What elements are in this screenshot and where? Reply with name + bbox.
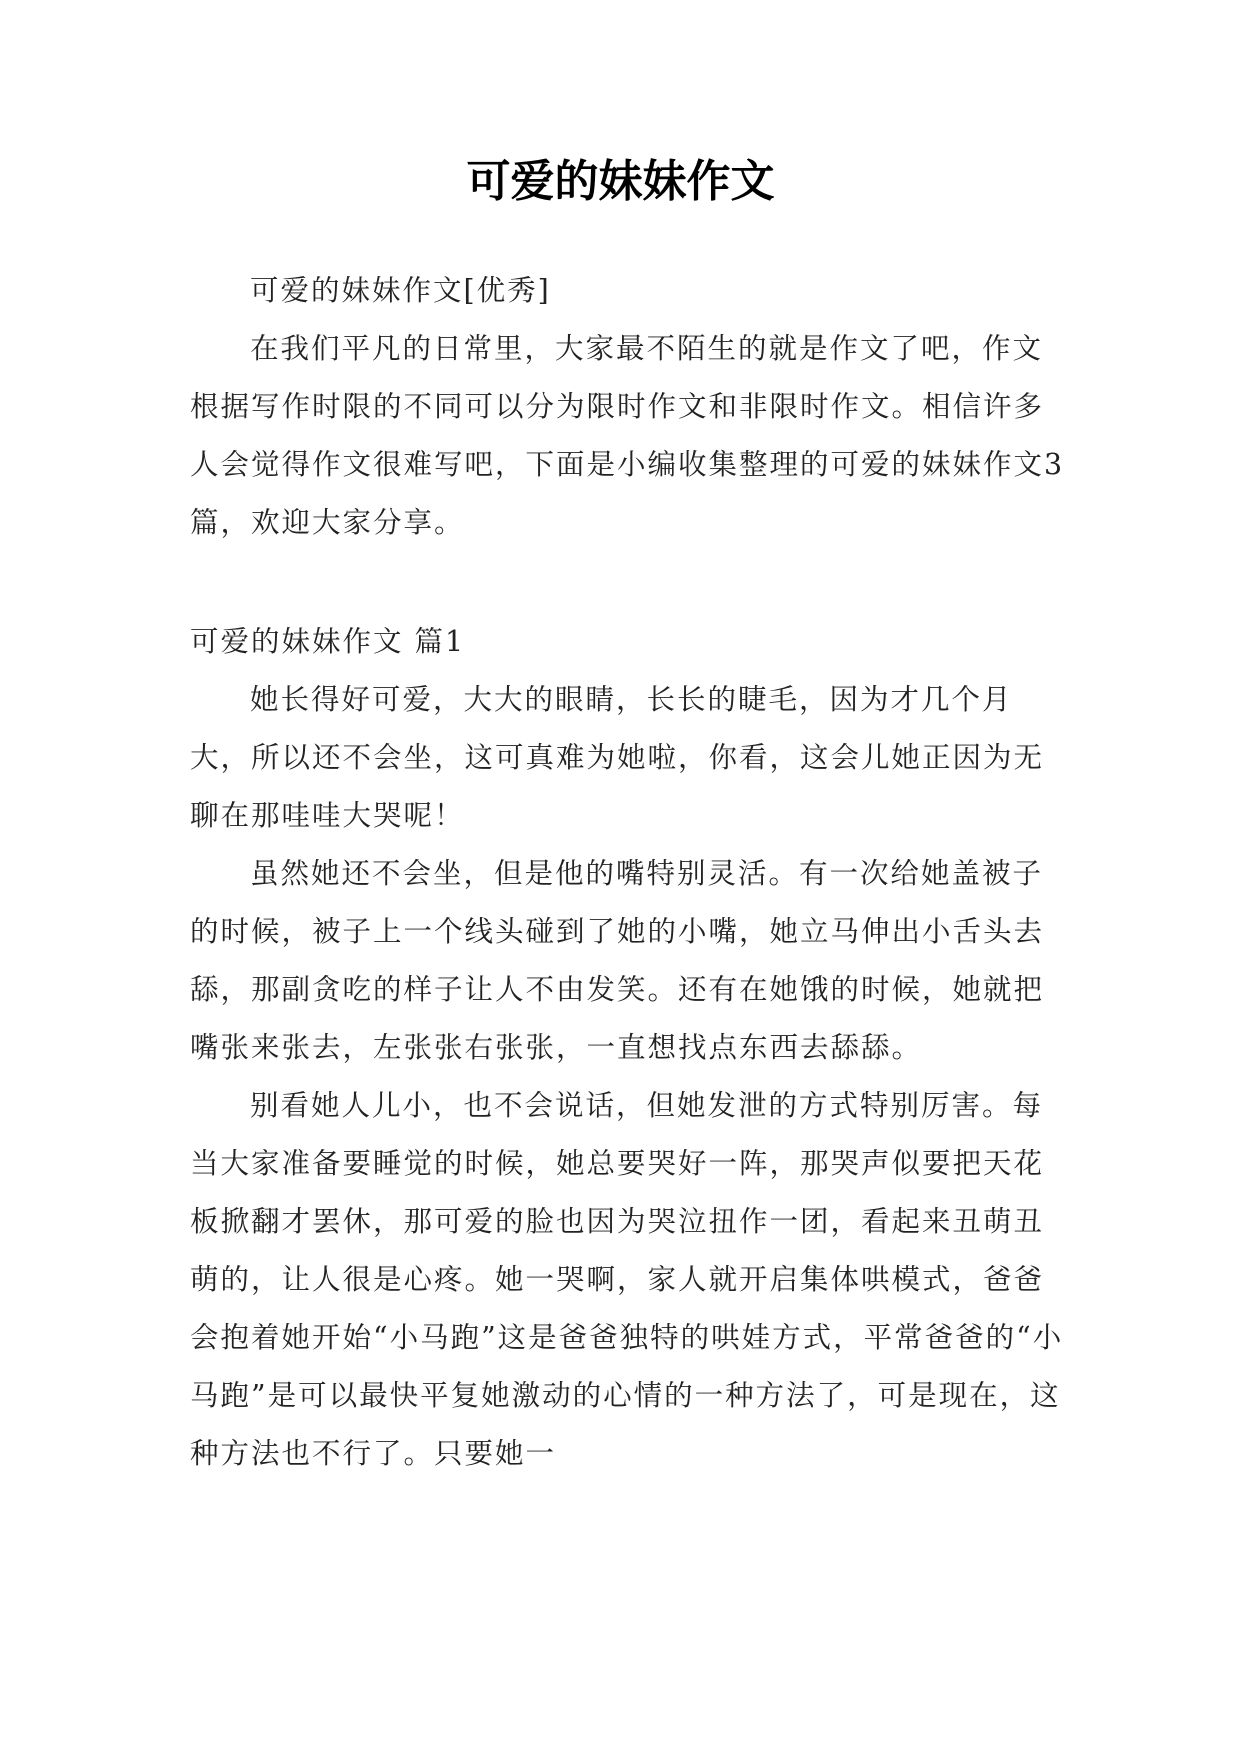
paragraph-gap <box>190 552 1065 610</box>
body-paragraph: 别看她人儿小，也不会说话，但她发泄的方式特别厉害。每当大家准备要睡觉的时候，她总要哭好一阵，那哭声似要把天花板掀翻才罢休，那可爱的脸也因为哭泣扭作一团，看起来丑萌丑萌的，让人很是心疼。她一哭啊，家人就开启集体哄模式，爸爸会抱着她开始“小马跑”这是爸爸独特的哄娃方式，平常爸爸的“小马跑”是可以最快平复她激动的心情的一种方法了，可是现在，这种方法也不行了。只要她一 <box>190 1089 1064 1470</box>
document-body <box>190 262 1065 1483</box>
body-paragraph: 虽然她还不会坐，但是他的嘴特别灵活。有一次给她盖被子的时候，被子上一个线头碰到了她的小嘴，她立马伸出小舌头去舔，那副贪吃的样子让人不由发笑。还有在她饿的时候，她就把嘴张来张去，左张张右张张，一直想找点东西去舔舔。 <box>190 857 1045 1064</box>
section-heading: 可爱的妹妹作文 篇1 <box>190 625 466 658</box>
body-paragraph: 她长得好可爱，大大的眼睛，长长的睫毛，因为才几个月大，所以还不会坐，这可真难为她啦，你看，这会儿她正因为无聊在那哇哇大哭呢！ <box>190 683 1045 832</box>
document-title: 可爱的妹妹作文 <box>466 156 775 207</box>
document-subtitle: 可爱的妹妹作文[优秀] <box>250 274 551 307</box>
intro-paragraph: 在我们平凡的日常里，大家最不陌生的就是作文了吧，作文根据写作时限的不同可以分为限时作文和非限时作文。相信许多人会觉得作文很难写吧，下面是小编收集整理的可爱的妹妹作文3篇，欢迎大家分享。 <box>190 332 1065 539</box>
